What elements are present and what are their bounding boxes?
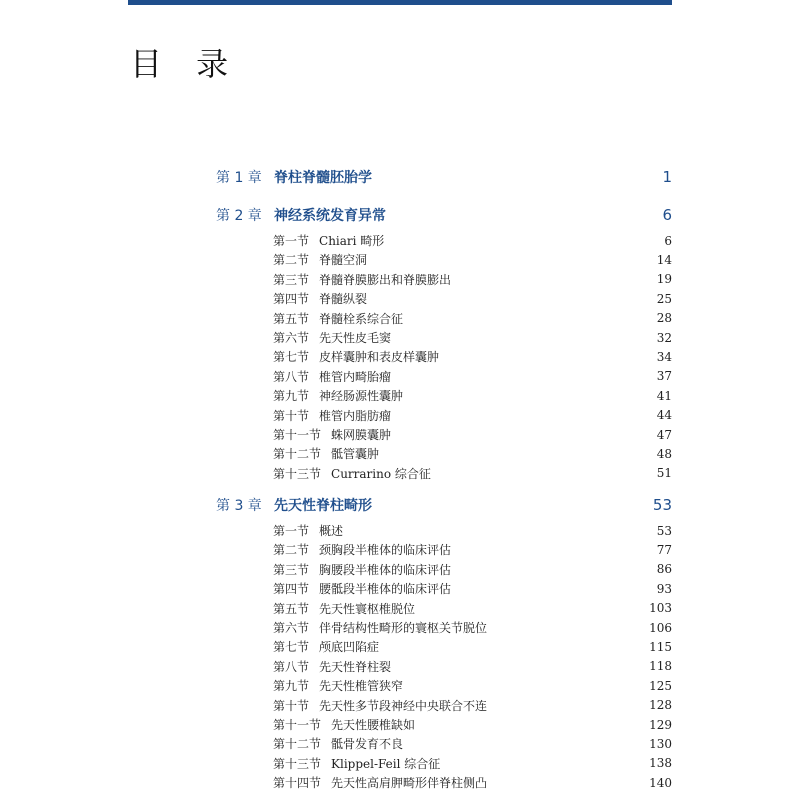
section-number: 第七节 bbox=[273, 350, 310, 365]
section-number: 第十四节 bbox=[273, 776, 322, 791]
section-number: 第十二节 bbox=[273, 737, 322, 752]
section-entry[interactable] bbox=[273, 406, 672, 425]
section-entry[interactable] bbox=[273, 618, 672, 637]
section-title: 先天性寰枢椎脱位 bbox=[319, 601, 416, 616]
section-number: 第三节 bbox=[273, 562, 310, 577]
chapter-number: 第 1 章 bbox=[216, 170, 262, 186]
section-title: 椎管内畸胎瘤 bbox=[319, 369, 392, 384]
section-title: 胸腰段半椎体的临床评估 bbox=[319, 562, 452, 577]
section-entry[interactable] bbox=[273, 250, 672, 269]
section-entry[interactable] bbox=[273, 231, 672, 250]
section-page: 130 bbox=[649, 736, 672, 751]
page-title: 目 录 bbox=[130, 45, 241, 84]
section-entry[interactable] bbox=[273, 560, 672, 579]
section-page: 48 bbox=[656, 446, 672, 461]
section-number: 第十二节 bbox=[273, 447, 322, 462]
section-entry[interactable] bbox=[273, 773, 672, 792]
section-title: 腰骶段半椎体的临床评估 bbox=[319, 582, 452, 597]
section-page: 103 bbox=[649, 601, 672, 616]
section-entry[interactable] bbox=[273, 637, 672, 656]
section-title: 脊髓脊膜膨出和脊膜膨出 bbox=[319, 272, 452, 287]
section-title: 先天性椎管狭窄 bbox=[319, 679, 404, 694]
chapter-page: 1 bbox=[662, 168, 672, 186]
section-entry[interactable] bbox=[273, 715, 672, 734]
section-number: 第七节 bbox=[273, 640, 310, 655]
section-title: 先天性皮毛窦 bbox=[319, 331, 392, 345]
section-number: 第四节 bbox=[273, 582, 310, 597]
section-title: 脊髓纵裂 bbox=[319, 292, 368, 307]
section-page: 32 bbox=[656, 330, 672, 345]
section-title: Currarino 综合征 bbox=[331, 466, 431, 481]
section-title: 脊髓栓系综合征 bbox=[319, 311, 404, 326]
section-title: 先天性脊柱裂 bbox=[319, 659, 392, 674]
section-page: 77 bbox=[656, 542, 672, 557]
section-page: 128 bbox=[649, 698, 672, 713]
section-entry[interactable] bbox=[273, 464, 672, 483]
section-number: 第六节 bbox=[273, 331, 310, 345]
section-number: 第三节 bbox=[273, 272, 310, 287]
chapter-number: 第 3 章 bbox=[216, 498, 262, 514]
section-number: 第四节 bbox=[273, 292, 310, 307]
section-number: 第十一节 bbox=[273, 428, 322, 442]
section-page: 86 bbox=[656, 562, 672, 577]
section-title: 先天性高肩胛畸形伴脊柱侧凸 bbox=[331, 776, 488, 791]
section-page: 37 bbox=[656, 369, 672, 384]
section-number: 第一节 bbox=[273, 524, 310, 538]
section-number: 第十节 bbox=[273, 408, 310, 423]
section-page: 47 bbox=[656, 427, 672, 442]
section-number: 第十一节 bbox=[273, 718, 322, 732]
section-title: 皮样囊肿和表皮样囊肿 bbox=[319, 350, 440, 365]
section-title: 骶管囊肿 bbox=[331, 447, 380, 462]
section-title: 椎管内脂肪瘤 bbox=[319, 408, 392, 423]
section-page: 14 bbox=[656, 252, 672, 267]
chapter-page: 6 bbox=[662, 206, 672, 224]
section-number: 第八节 bbox=[273, 659, 310, 674]
section-number: 第五节 bbox=[273, 311, 310, 326]
section-number: 第二节 bbox=[273, 543, 310, 558]
section-entry[interactable] bbox=[273, 347, 672, 366]
section-page: 140 bbox=[649, 775, 672, 790]
section-number: 第九节 bbox=[273, 389, 310, 404]
section-entry[interactable] bbox=[273, 754, 672, 773]
section-entry[interactable] bbox=[273, 386, 672, 405]
section-number: 第九节 bbox=[273, 679, 310, 694]
section-title: 颈胸段半椎体的临床评估 bbox=[319, 543, 452, 558]
section-entry[interactable] bbox=[273, 540, 672, 559]
section-number: 第八节 bbox=[273, 369, 310, 384]
section-title: 概述 bbox=[319, 524, 344, 538]
section-page: 19 bbox=[656, 272, 672, 287]
section-entry[interactable] bbox=[273, 270, 672, 289]
section-entry[interactable] bbox=[273, 676, 672, 695]
section-title: 骶骨发育不良 bbox=[331, 737, 404, 752]
section-entry[interactable] bbox=[273, 425, 672, 444]
section-title: 蛛网膜囊肿 bbox=[331, 428, 392, 442]
section-title: 先天性腰椎缺如 bbox=[331, 718, 416, 732]
section-entry[interactable] bbox=[273, 734, 672, 753]
chapter-page: 53 bbox=[652, 496, 672, 514]
section-page: 129 bbox=[649, 717, 672, 732]
chapter-title: 神经系统发育异常 bbox=[274, 208, 386, 224]
section-title: Chiari 畸形 bbox=[319, 234, 385, 248]
section-title: 神经肠源性囊肿 bbox=[319, 389, 404, 404]
section-page: 118 bbox=[649, 659, 672, 674]
chapter-title: 先天性脊柱畸形 bbox=[274, 498, 372, 514]
section-entry[interactable] bbox=[273, 309, 672, 328]
section-number: 第一节 bbox=[273, 234, 310, 248]
section-title: 颅底凹陷症 bbox=[319, 640, 380, 655]
chapter-number: 第 2 章 bbox=[216, 208, 262, 224]
section-entry[interactable] bbox=[273, 696, 672, 715]
section-title: 伴骨结构性畸形的寰枢关节脱位 bbox=[319, 621, 488, 635]
section-entry[interactable] bbox=[273, 444, 672, 463]
section-title: Klippel-Feil 综合征 bbox=[331, 756, 441, 771]
chapter-title: 脊柱脊髓胚胎学 bbox=[274, 170, 372, 186]
section-page: 125 bbox=[649, 678, 672, 693]
section-page: 53 bbox=[656, 523, 672, 538]
section-entry[interactable] bbox=[273, 579, 672, 598]
section-page: 44 bbox=[656, 408, 672, 423]
section-page: 6 bbox=[664, 233, 672, 248]
chapter-entry[interactable] bbox=[216, 493, 672, 517]
section-page: 138 bbox=[649, 756, 672, 771]
section-entry[interactable] bbox=[273, 521, 672, 540]
chapter-entry[interactable] bbox=[216, 165, 672, 189]
section-page: 115 bbox=[649, 639, 672, 654]
section-number: 第六节 bbox=[273, 621, 310, 635]
section-number: 第十节 bbox=[273, 698, 310, 713]
section-entry[interactable] bbox=[273, 599, 672, 618]
section-entry[interactable] bbox=[273, 657, 672, 676]
section-page: 41 bbox=[656, 388, 672, 403]
section-page: 51 bbox=[656, 466, 672, 481]
section-entry[interactable] bbox=[273, 289, 672, 308]
section-title: 脊髓空洞 bbox=[319, 253, 368, 268]
section-page: 25 bbox=[656, 291, 672, 306]
section-entry[interactable] bbox=[273, 328, 672, 347]
section-number: 第五节 bbox=[273, 601, 310, 616]
section-page: 34 bbox=[656, 349, 672, 364]
chapter-entry[interactable] bbox=[216, 203, 672, 227]
section-number: 第十三节 bbox=[273, 756, 322, 771]
section-entry[interactable] bbox=[273, 367, 672, 386]
section-page: 93 bbox=[656, 581, 672, 596]
section-page: 28 bbox=[656, 311, 672, 326]
section-title: 先天性多节段神经中央联合不连 bbox=[319, 698, 488, 713]
section-number: 第二节 bbox=[273, 253, 310, 268]
section-page: 106 bbox=[649, 620, 672, 635]
section-number: 第十三节 bbox=[273, 466, 322, 481]
